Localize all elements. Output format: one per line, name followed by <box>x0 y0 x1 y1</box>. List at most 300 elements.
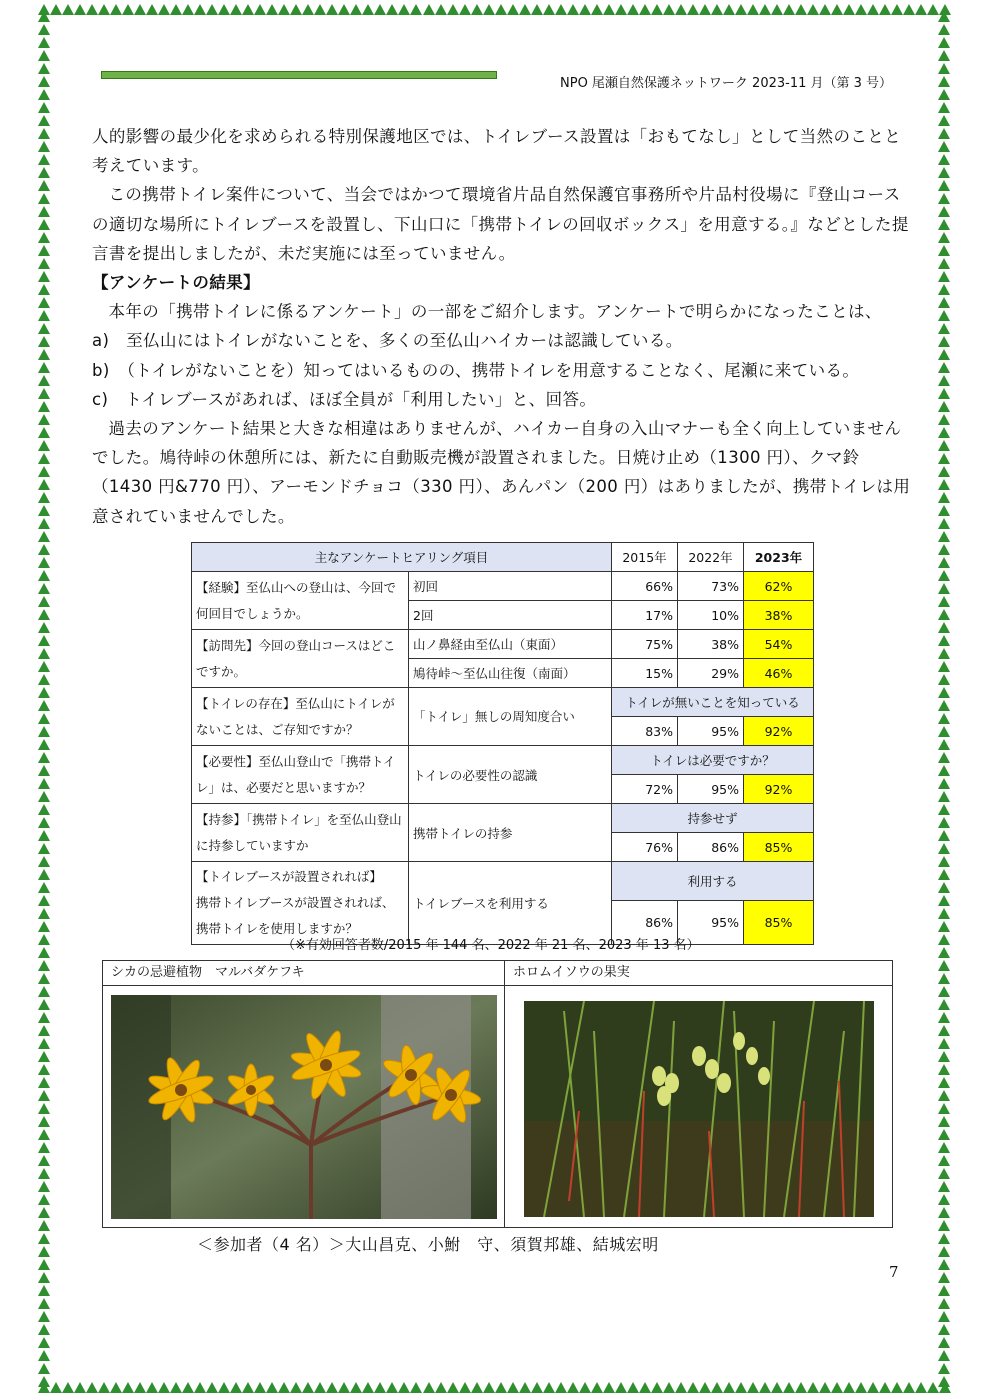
border-triangle <box>38 518 50 529</box>
border-triangle <box>38 245 50 256</box>
border-triangle <box>38 622 50 633</box>
border-triangle <box>938 557 950 568</box>
border-triangle <box>938 284 950 295</box>
border-triangle <box>711 1382 723 1393</box>
border-triangle <box>879 4 891 15</box>
border-triangle <box>230 1382 242 1393</box>
value-2015: 17% <box>612 601 678 630</box>
border-triangle <box>459 1382 471 1393</box>
border-triangle <box>38 752 50 763</box>
border-triangle <box>38 817 50 828</box>
border-triangle <box>938 817 950 828</box>
border-triangle <box>938 1311 950 1322</box>
question-booth-title: 【トイレブースが設置されれば】 <box>196 869 382 884</box>
border-triangle <box>639 1382 651 1393</box>
border-triangle <box>915 1382 927 1393</box>
border-triangle <box>519 1382 531 1393</box>
border-triangle <box>74 1382 86 1393</box>
border-triangle <box>938 648 950 659</box>
border-triangle <box>723 4 735 15</box>
border-triangle <box>938 687 950 698</box>
border-triangle <box>62 4 74 15</box>
border-triangle <box>938 713 950 724</box>
border-triangle <box>938 167 950 178</box>
border-triangle <box>194 4 206 15</box>
section-heading: 【アンケートの結果】 <box>92 273 261 293</box>
question-booth <box>192 862 409 945</box>
value-2015: 75% <box>612 630 678 659</box>
border-triangle <box>891 1382 903 1393</box>
border-triangle <box>38 557 50 568</box>
border-triangle <box>38 271 50 282</box>
border-triangle <box>938 531 950 542</box>
newsletter-title: NPO 尾瀬自然保護ネットワーク 2023-11 月（第 3 号） <box>560 76 893 91</box>
border-triangle <box>843 4 855 15</box>
border-triangle <box>627 1382 639 1393</box>
border-triangle <box>38 895 50 906</box>
border-triangle <box>38 570 50 581</box>
border-triangle <box>254 4 266 15</box>
border-triangle <box>938 414 950 425</box>
border-triangle <box>938 908 950 919</box>
border-triangle <box>38 674 50 685</box>
border-triangle <box>938 427 950 438</box>
border-triangle <box>326 1382 338 1393</box>
border-triangle <box>567 4 579 15</box>
border-triangle <box>38 388 50 399</box>
border-triangle <box>795 1382 807 1393</box>
border-triangle <box>938 765 950 776</box>
border-triangle <box>938 297 950 308</box>
border-triangle <box>891 4 903 15</box>
border-triangle <box>423 1382 435 1393</box>
value-2023: 54% <box>744 630 814 659</box>
border-triangle <box>38 401 50 412</box>
border-triangle <box>38 336 50 347</box>
border-triangle <box>938 921 950 932</box>
border-triangle <box>398 4 410 15</box>
border-triangle <box>86 1382 98 1393</box>
border-triangle <box>938 518 950 529</box>
answer-label: 「トイレ」無しの周知度合い <box>409 688 612 746</box>
border-triangle <box>831 4 843 15</box>
border-triangle <box>182 4 194 15</box>
band-label: トイレが無いことを知っている <box>612 688 814 717</box>
border-triangle <box>938 661 950 672</box>
border-triangle <box>38 1155 50 1166</box>
border-triangle <box>38 1181 50 1192</box>
border-triangle <box>38 1363 50 1374</box>
border-triangle <box>146 1382 158 1393</box>
border-triangle <box>435 1382 447 1393</box>
border-triangle <box>938 1064 950 1075</box>
border-triangle <box>807 1382 819 1393</box>
table-row <box>192 862 814 901</box>
border-triangle <box>938 934 950 945</box>
border-triangle <box>38 1142 50 1153</box>
border-triangle <box>938 856 950 867</box>
border-triangle <box>170 4 182 15</box>
border-triangle <box>938 180 950 191</box>
border-triangle <box>38 960 50 971</box>
border-triangle <box>38 804 50 815</box>
top-border <box>38 4 952 18</box>
border-triangle <box>938 1142 950 1153</box>
border-triangle <box>938 583 950 594</box>
border-triangle <box>699 4 711 15</box>
border-triangle <box>938 1389 950 1390</box>
closing-paragraph: 過去のアンケート結果と大きな相違はありませんが、ハイカー自身の入山マナーも全く向上していませんでした。鳩待峠の休憩所には、新たに自動販売機が設置されました。日焼け止め（1300 円）、クマ鈴（1430 円&770 円）、アーモンドチョコ（330 円）、あんパン（200 円）はありましたが、携帯トイレは用意されていませんでした。 <box>92 419 911 526</box>
border-triangle <box>938 700 950 711</box>
border-triangle <box>206 4 218 15</box>
border-triangle <box>38 648 50 659</box>
border-triangle <box>362 4 374 15</box>
border-triangle <box>314 4 326 15</box>
border-triangle <box>38 232 50 243</box>
respondents-note: （※有効回答者数/2015 年 144 名、2022 年 21 名、2023 年 13 名） <box>282 938 700 953</box>
border-triangle <box>38 128 50 139</box>
border-triangle <box>38 1129 50 1140</box>
border-triangle <box>38 258 50 269</box>
border-triangle <box>675 1382 687 1393</box>
answer-label: 初回 <box>409 572 612 601</box>
border-triangle <box>627 4 639 15</box>
border-triangle <box>471 1382 483 1393</box>
border-triangle <box>38 440 50 451</box>
border-triangle <box>38 661 50 672</box>
border-triangle <box>938 596 950 607</box>
answer-label: 2回 <box>409 601 612 630</box>
border-triangle <box>74 4 86 15</box>
answer-label: トイレの必要性の認識 <box>409 746 612 804</box>
border-triangle <box>230 4 242 15</box>
border-triangle <box>938 804 950 815</box>
marubadakefuki-photo <box>111 995 497 1219</box>
border-triangle <box>938 960 950 971</box>
border-triangle <box>938 453 950 464</box>
border-triangle <box>38 700 50 711</box>
border-triangle <box>938 1012 950 1023</box>
border-triangle <box>938 466 950 477</box>
question-toilet: 【トイレの存在】至仏山にトイレがないことは、ご存知ですか？ <box>192 688 409 746</box>
border-triangle <box>938 440 950 451</box>
border-triangle <box>122 1382 134 1393</box>
value-2015: 83% <box>612 717 678 746</box>
border-triangle <box>38 1350 50 1361</box>
participants-line: ＜参加者（4 名）＞大山昌克、小鮒 守、須賀邦雄、結城宏明 <box>197 1235 659 1254</box>
border-triangle <box>938 1272 950 1283</box>
border-triangle <box>38 297 50 308</box>
border-triangle <box>338 4 350 15</box>
value-2023: 85% <box>744 833 814 862</box>
border-triangle <box>386 1382 398 1393</box>
header-item: 主なアンケートヒアリング項目 <box>192 543 612 572</box>
border-triangle <box>938 739 950 750</box>
survey-table <box>191 542 814 945</box>
border-triangle <box>938 492 950 503</box>
border-triangle <box>38 1090 50 1101</box>
border-triangle <box>615 4 627 15</box>
border-triangle <box>362 1382 374 1393</box>
photo-panel <box>102 960 893 1228</box>
border-triangle <box>938 674 950 685</box>
border-triangle <box>855 4 867 15</box>
border-triangle <box>62 1382 74 1393</box>
border-triangle <box>158 4 170 15</box>
finding-b: b) （トイレがないことを）知ってはいるものの、携帯トイレを用意することなく、尾瀬に来ている。 <box>92 360 860 380</box>
table-row <box>192 746 814 775</box>
left-border <box>38 10 52 1390</box>
border-triangle <box>146 4 158 15</box>
border-triangle <box>938 570 950 581</box>
border-triangle <box>338 1382 350 1393</box>
border-triangle <box>938 1038 950 1049</box>
border-triangle <box>38 947 50 958</box>
border-triangle <box>278 4 290 15</box>
border-triangle <box>938 388 950 399</box>
border-triangle <box>38 934 50 945</box>
value-2015: 76% <box>612 833 678 862</box>
border-triangle <box>879 1382 891 1393</box>
border-triangle <box>38 1311 50 1322</box>
border-triangle <box>519 4 531 15</box>
border-triangle <box>663 1382 675 1393</box>
border-triangle <box>278 1382 290 1393</box>
border-triangle <box>938 1259 950 1270</box>
border-triangle <box>938 973 950 984</box>
border-triangle <box>290 4 302 15</box>
border-triangle <box>38 427 50 438</box>
border-triangle <box>38 869 50 880</box>
border-triangle <box>938 986 950 997</box>
border-triangle <box>938 479 950 490</box>
border-triangle <box>735 4 747 15</box>
border-triangle <box>38 687 50 698</box>
border-triangle <box>938 830 950 841</box>
border-triangle <box>938 1285 950 1296</box>
border-triangle <box>938 63 950 74</box>
bottom-border <box>38 1382 952 1396</box>
header-rule <box>101 71 497 79</box>
border-triangle <box>302 4 314 15</box>
border-triangle <box>938 1181 950 1192</box>
value-2023: 92% <box>744 775 814 804</box>
page-number: 7 <box>889 1263 899 1281</box>
border-triangle <box>711 4 723 15</box>
border-triangle <box>182 1382 194 1393</box>
border-triangle <box>938 1116 950 1127</box>
border-triangle <box>38 76 50 87</box>
border-triangle <box>543 1382 555 1393</box>
border-triangle <box>170 1382 182 1393</box>
intro-paragraph: 本年の「携帯トイレに係るアンケート」の一部をご紹介します。アンケートで明らかになったことは、 <box>108 302 882 322</box>
value-2023: 38% <box>744 601 814 630</box>
border-triangle <box>447 4 459 15</box>
border-triangle <box>38 1259 50 1270</box>
border-triangle <box>938 869 950 880</box>
value-2022: 38% <box>678 630 744 659</box>
table-row <box>192 804 814 833</box>
border-triangle <box>326 4 338 15</box>
header-2023: 2023年 <box>744 543 814 572</box>
border-triangle <box>938 193 950 204</box>
border-triangle <box>938 843 950 854</box>
question-experience: 【経験】至仏山への登山は、今回で何回目でしょうか。 <box>192 572 409 630</box>
border-triangle <box>38 986 50 997</box>
border-triangle <box>938 1337 950 1348</box>
border-triangle <box>747 1382 759 1393</box>
border-triangle <box>938 752 950 763</box>
border-triangle <box>38 596 50 607</box>
border-triangle <box>38 310 50 321</box>
border-triangle <box>98 4 110 15</box>
border-triangle <box>771 1382 783 1393</box>
border-triangle <box>38 531 50 542</box>
border-triangle <box>938 1103 950 1114</box>
border-triangle <box>38 726 50 737</box>
border-triangle <box>38 1324 50 1335</box>
border-triangle <box>771 4 783 15</box>
border-triangle <box>675 4 687 15</box>
right-border <box>938 10 952 1390</box>
border-triangle <box>735 1382 747 1393</box>
border-triangle <box>938 622 950 633</box>
border-triangle <box>38 37 50 48</box>
border-triangle <box>938 1298 950 1309</box>
border-triangle <box>938 323 950 334</box>
border-triangle <box>938 1155 950 1166</box>
border-triangle <box>38 882 50 893</box>
border-triangle <box>819 4 831 15</box>
right-photo-caption: ホロムイソウの果実 <box>505 961 892 986</box>
border-triangle <box>38 1038 50 1049</box>
border-triangle <box>38 1025 50 1036</box>
paragraph-1: 人的影響の最少化を求められる特別保護地区では、トイレブース設置は「おもてなし」として当然のことと考えています。 <box>92 127 902 176</box>
border-triangle <box>759 4 771 15</box>
border-triangle <box>218 1382 230 1393</box>
border-triangle <box>86 4 98 15</box>
border-triangle <box>651 4 663 15</box>
border-triangle <box>938 1129 950 1140</box>
value-2022: 73% <box>678 572 744 601</box>
border-triangle <box>314 1382 326 1393</box>
border-triangle <box>471 4 483 15</box>
border-triangle <box>507 4 519 15</box>
horomuisou-photo <box>524 1001 874 1217</box>
border-triangle <box>938 1168 950 1179</box>
border-triangle <box>938 999 950 1010</box>
border-triangle <box>663 4 675 15</box>
border-triangle <box>855 1382 867 1393</box>
border-triangle <box>938 89 950 100</box>
border-triangle <box>38 479 50 490</box>
border-triangle <box>38 1298 50 1309</box>
border-triangle <box>938 791 950 802</box>
border-triangle <box>938 37 950 48</box>
border-triangle <box>603 1382 615 1393</box>
border-triangle <box>938 505 950 516</box>
border-triangle <box>938 726 950 737</box>
border-triangle <box>938 128 950 139</box>
border-triangle <box>723 1382 735 1393</box>
border-triangle <box>495 1382 507 1393</box>
border-triangle <box>567 1382 579 1393</box>
border-triangle <box>134 1382 146 1393</box>
border-triangle <box>867 4 879 15</box>
value-2022: 10% <box>678 601 744 630</box>
border-triangle <box>938 635 950 646</box>
border-triangle <box>783 4 795 15</box>
border-triangle <box>38 206 50 217</box>
value-2023: 46% <box>744 659 814 688</box>
border-triangle <box>938 349 950 360</box>
answer-label: 携帯トイレの持参 <box>409 804 612 862</box>
border-triangle <box>903 1382 915 1393</box>
border-triangle <box>579 1382 591 1393</box>
border-triangle <box>38 1194 50 1205</box>
border-triangle <box>615 1382 627 1393</box>
border-triangle <box>807 4 819 15</box>
border-triangle <box>374 4 386 15</box>
border-triangle <box>38 908 50 919</box>
table-header-row <box>192 543 814 572</box>
border-triangle <box>938 232 950 243</box>
border-triangle <box>38 284 50 295</box>
value-2023: 62% <box>744 572 814 601</box>
border-triangle <box>38 1064 50 1075</box>
border-triangle <box>38 505 50 516</box>
value-2015: 72% <box>612 775 678 804</box>
value-2023: 92% <box>744 717 814 746</box>
border-triangle <box>38 856 50 867</box>
border-triangle <box>290 1382 302 1393</box>
value-2023: 85% <box>744 901 814 945</box>
border-triangle <box>938 102 950 113</box>
border-triangle <box>639 4 651 15</box>
table-row <box>192 630 814 659</box>
border-triangle <box>38 1220 50 1231</box>
border-triangle <box>938 1194 950 1205</box>
border-triangle <box>495 4 507 15</box>
border-triangle <box>98 1382 110 1393</box>
border-triangle <box>783 1382 795 1393</box>
answer-label: トイレブースを利用する <box>409 862 612 945</box>
border-triangle <box>938 1220 950 1231</box>
border-triangle <box>38 1285 50 1296</box>
border-triangle <box>38 492 50 503</box>
border-triangle <box>531 4 543 15</box>
border-triangle <box>38 24 50 35</box>
border-triangle <box>687 4 699 15</box>
value-2015: 86% <box>612 901 678 945</box>
border-triangle <box>38 11 50 22</box>
border-triangle <box>38 375 50 386</box>
border-triangle <box>903 4 915 15</box>
border-triangle <box>938 895 950 906</box>
border-triangle <box>254 1382 266 1393</box>
border-triangle <box>938 336 950 347</box>
border-triangle <box>603 4 615 15</box>
border-triangle <box>38 713 50 724</box>
border-triangle <box>38 167 50 178</box>
border-triangle <box>38 1233 50 1244</box>
band-label: 持参せず <box>612 804 814 833</box>
border-triangle <box>38 609 50 620</box>
border-triangle <box>938 544 950 555</box>
border-triangle <box>38 830 50 841</box>
border-triangle <box>423 4 435 15</box>
border-triangle <box>938 258 950 269</box>
